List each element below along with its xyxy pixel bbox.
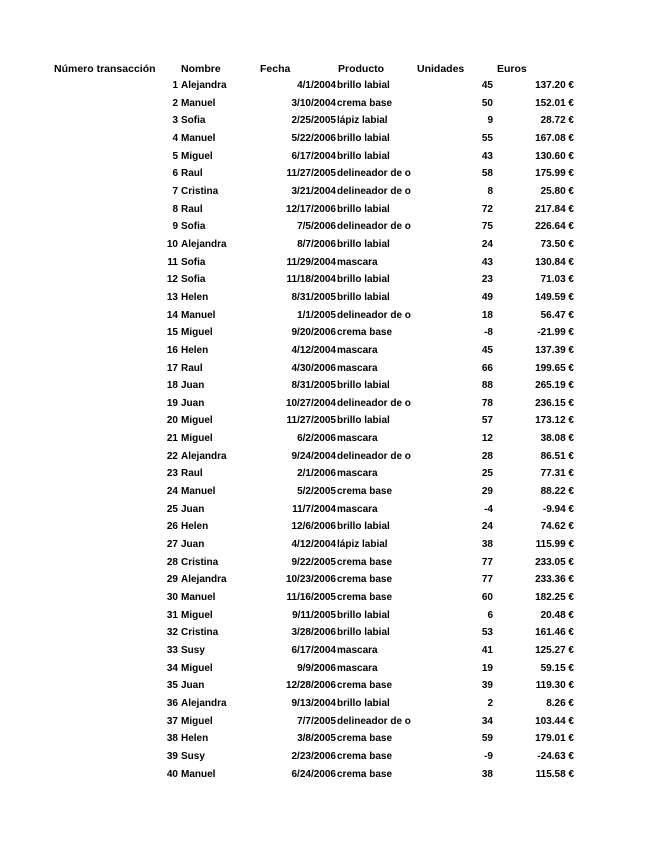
- cell-numero-transaccion: 34: [166, 662, 178, 674]
- cell-unidades: 53: [481, 627, 493, 639]
- cell-unidades: 24: [481, 238, 493, 250]
- cell-fecha: 11/29/2004: [286, 256, 336, 268]
- cell-numero-transaccion: 14: [166, 309, 178, 321]
- cell-euros: 217.84 €: [535, 203, 574, 215]
- cell-unidades: 12: [481, 433, 493, 445]
- cell-numero-transaccion: 8: [172, 203, 178, 215]
- cell-producto: delineador de o: [337, 397, 411, 409]
- table-row: [0, 236, 655, 254]
- cell-euros: -24.63 €: [537, 750, 574, 762]
- cell-unidades: 77: [481, 574, 493, 586]
- cell-nombre: Sofia: [181, 221, 206, 233]
- cell-fecha: 2/1/2006: [297, 468, 336, 480]
- cell-numero-transaccion: 23: [166, 468, 178, 480]
- cell-euros: 115.99 €: [535, 539, 574, 551]
- cell-producto: brillo labial: [337, 80, 390, 91]
- cell-numero-transaccion: 37: [166, 715, 178, 727]
- cell-unidades: 28: [481, 450, 493, 462]
- cell-euros: 161.46 €: [535, 627, 574, 639]
- cell-nombre: Miguel: [181, 433, 213, 445]
- cell-euros: -21.99 €: [537, 327, 574, 339]
- header-nombre: Nombre: [181, 63, 221, 75]
- cell-numero-transaccion: 29: [166, 574, 178, 586]
- cell-numero-transaccion: 5: [172, 150, 178, 162]
- cell-unidades: 55: [481, 132, 493, 144]
- cell-unidades: 18: [481, 309, 493, 321]
- cell-nombre: Manuel: [181, 309, 216, 321]
- cell-numero-transaccion: 15: [166, 327, 178, 339]
- table-row: [0, 624, 655, 642]
- cell-producto: brillo labial: [337, 609, 390, 621]
- cell-euros: 233.05 €: [535, 556, 574, 568]
- table-row: [0, 677, 655, 695]
- table-row: [0, 271, 655, 289]
- table-row: [0, 183, 655, 201]
- cell-producto: mascara: [337, 503, 378, 515]
- cell-producto: brillo labial: [337, 150, 390, 162]
- cell-nombre: Manuel: [181, 97, 216, 109]
- cell-euros: 103.44 €: [535, 715, 574, 727]
- table-row: [0, 395, 655, 413]
- cell-unidades: 2: [487, 697, 493, 709]
- cell-euros: 74.62 €: [540, 521, 574, 533]
- cell-fecha: 4/12/2004: [291, 344, 336, 356]
- table-row: [0, 95, 655, 113]
- cell-nombre: Raul: [181, 468, 203, 480]
- cell-numero-transaccion: 9: [172, 221, 178, 233]
- cell-unidades: 57: [481, 415, 493, 427]
- cell-numero-transaccion: 36: [166, 697, 178, 709]
- cell-numero-transaccion: 2: [172, 97, 178, 109]
- cell-numero-transaccion: 32: [166, 627, 178, 639]
- cell-nombre: Juan: [181, 680, 205, 692]
- table-row: [0, 148, 655, 166]
- cell-producto: crema base: [337, 592, 393, 604]
- cell-producto: lápiz labial: [337, 539, 388, 551]
- cell-nombre: Manuel: [181, 486, 216, 498]
- cell-euros: 233.36 €: [535, 574, 574, 586]
- cell-producto: brillo labial: [337, 380, 390, 392]
- cell-euros: 119.30 €: [535, 680, 574, 692]
- cell-fecha: 12/17/2006: [285, 203, 336, 215]
- cell-unidades: 75: [481, 221, 493, 233]
- table-row: [0, 412, 655, 430]
- table-row: [0, 571, 655, 589]
- cell-unidades: 58: [481, 168, 493, 180]
- cell-unidades: 38: [481, 539, 493, 551]
- cell-nombre: Miguel: [181, 662, 213, 674]
- cell-fecha: 11/18/2004: [286, 274, 336, 286]
- cell-nombre: Helen: [181, 733, 209, 745]
- cell-fecha: 10/27/2004: [285, 397, 336, 409]
- cell-numero-transaccion: 38: [166, 733, 178, 745]
- cell-euros: 86.51 €: [540, 450, 574, 462]
- cell-euros: 88.22 €: [540, 486, 574, 498]
- cell-fecha: 6/17/2004: [291, 150, 336, 162]
- cell-producto: crema base: [337, 486, 393, 498]
- cell-producto: delineador de o: [337, 715, 411, 727]
- cell-fecha: 5/2/2005: [297, 486, 336, 498]
- cell-unidades: 78: [481, 397, 493, 409]
- cell-euros: 175.99 €: [535, 168, 574, 180]
- table-row: [0, 660, 655, 678]
- cell-euros: 199.65 €: [535, 362, 574, 374]
- cell-producto: crema base: [337, 733, 393, 745]
- cell-euros: 137.20 €: [535, 80, 574, 91]
- cell-fecha: 2/25/2005: [291, 115, 336, 127]
- header-unidades: Unidades: [417, 63, 465, 75]
- cell-fecha: 9/24/2004: [291, 450, 336, 462]
- cell-nombre: Juan: [181, 380, 205, 392]
- cell-producto: mascara: [337, 433, 378, 445]
- cell-euros: 167.08 €: [535, 132, 574, 144]
- table-row: [0, 218, 655, 236]
- cell-producto: delineador de o: [337, 309, 411, 321]
- table-row: [0, 360, 655, 378]
- cell-fecha: 12/28/2006: [285, 680, 336, 692]
- cell-nombre: Raul: [181, 168, 203, 180]
- cell-producto: brillo labial: [337, 132, 390, 144]
- cell-euros: 182.25 €: [535, 592, 574, 604]
- cell-numero-transaccion: 28: [166, 556, 178, 568]
- cell-nombre: Miguel: [181, 327, 213, 339]
- header-euros: Euros: [497, 63, 527, 75]
- cell-nombre: Miguel: [181, 609, 213, 621]
- cell-euros: 77.31 €: [540, 468, 574, 480]
- cell-nombre: Helen: [181, 291, 209, 303]
- cell-euros: 25.80 €: [540, 185, 574, 197]
- table-row: [0, 518, 655, 536]
- table-row: [0, 483, 655, 501]
- cell-unidades: 19: [481, 662, 493, 674]
- cell-producto: mascara: [337, 468, 378, 480]
- cell-nombre: Helen: [181, 344, 209, 356]
- cell-producto: brillo labial: [337, 203, 390, 215]
- cell-unidades: 25: [481, 468, 493, 480]
- cell-fecha: 9/11/2005: [292, 609, 336, 621]
- table-row: [0, 642, 655, 660]
- cell-unidades: 88: [481, 380, 493, 392]
- cell-producto: crema base: [337, 750, 393, 762]
- cell-euros: 71.03 €: [540, 274, 574, 286]
- table-row: [0, 130, 655, 148]
- cell-nombre: Cristina: [181, 556, 219, 568]
- cell-nombre: Juan: [181, 503, 205, 515]
- cell-numero-transaccion: 25: [166, 503, 178, 515]
- cell-unidades: 45: [481, 344, 493, 356]
- table-row: [0, 607, 655, 625]
- table-row: [0, 748, 655, 766]
- cell-nombre: Susy: [181, 645, 205, 656]
- cell-producto: brillo labial: [337, 627, 390, 639]
- cell-unidades: 77: [481, 556, 493, 568]
- cell-fecha: 3/21/2004: [291, 185, 336, 197]
- cell-nombre: Cristina: [181, 185, 219, 197]
- cell-unidades: -8: [484, 327, 493, 339]
- cell-numero-transaccion: 20: [166, 415, 178, 427]
- cell-fecha: 11/27/2005: [286, 168, 336, 180]
- cell-producto: mascara: [337, 645, 378, 656]
- cell-numero-transaccion: 1: [172, 80, 178, 91]
- cell-numero-transaccion: 11: [167, 256, 178, 268]
- cell-numero-transaccion: 6: [172, 168, 178, 180]
- header-numero-transaccion: Número transacción: [54, 63, 156, 75]
- cell-producto: mascara: [337, 662, 378, 674]
- table-row: [0, 589, 655, 607]
- cell-fecha: 4/30/2006: [291, 362, 336, 374]
- cell-unidades: 50: [481, 97, 493, 109]
- cell-producto: crema base: [337, 680, 393, 692]
- cell-unidades: 34: [481, 715, 493, 727]
- cell-numero-transaccion: 10: [166, 238, 178, 250]
- cell-fecha: 8/31/2005: [291, 380, 336, 392]
- cell-nombre: Manuel: [181, 768, 216, 780]
- cell-euros: 236.15 €: [535, 397, 574, 409]
- cell-euros: 173.12 €: [535, 415, 574, 427]
- cell-euros: 149.59 €: [535, 291, 574, 303]
- cell-euros: 152.01 €: [535, 97, 574, 109]
- cell-euros: 38.08 €: [540, 433, 574, 445]
- cell-fecha: 11/16/2005: [286, 592, 336, 604]
- cell-producto: mascara: [337, 362, 378, 374]
- cell-unidades: 45: [481, 80, 493, 91]
- table-row: [0, 536, 655, 554]
- table-row: [0, 713, 655, 731]
- table-row: [0, 554, 655, 572]
- cell-fecha: 5/22/2006: [291, 132, 336, 144]
- cell-numero-transaccion: 18: [166, 380, 178, 392]
- cell-numero-transaccion: 17: [166, 362, 178, 374]
- cell-numero-transaccion: 4: [172, 132, 178, 144]
- cell-fecha: 11/27/2005: [286, 415, 336, 427]
- cell-numero-transaccion: 40: [166, 768, 178, 780]
- cell-nombre: Miguel: [181, 150, 213, 162]
- table-row: [0, 201, 655, 219]
- cell-unidades: 49: [481, 291, 493, 303]
- cell-fecha: 8/7/2006: [297, 238, 336, 250]
- cell-unidades: 38: [481, 768, 493, 780]
- cell-euros: 20.48 €: [540, 609, 574, 621]
- cell-numero-transaccion: 35: [166, 680, 178, 692]
- table-row: [0, 377, 655, 395]
- cell-unidades: 59: [481, 733, 493, 745]
- cell-nombre: Miguel: [181, 415, 213, 427]
- cell-fecha: 1/1/2005: [297, 309, 336, 321]
- cell-producto: crema base: [337, 768, 393, 780]
- cell-producto: brillo labial: [337, 238, 390, 250]
- cell-euros: 226.64 €: [535, 221, 574, 233]
- cell-fecha: 9/13/2004: [291, 697, 336, 709]
- cell-nombre: Raul: [181, 203, 203, 215]
- cell-producto: brillo labial: [337, 291, 390, 303]
- cell-numero-transaccion: 16: [166, 344, 178, 356]
- cell-producto: crema base: [337, 574, 393, 586]
- cell-producto: delineador de o: [337, 221, 411, 233]
- cell-nombre: Alejandra: [181, 574, 227, 586]
- cell-unidades: 6: [487, 609, 493, 621]
- cell-fecha: 4/1/2004: [297, 80, 336, 91]
- cell-fecha: 3/8/2005: [297, 733, 336, 745]
- cell-nombre: Sofia: [181, 274, 206, 286]
- cell-unidades: 24: [481, 521, 493, 533]
- cell-producto: crema base: [337, 97, 393, 109]
- cell-euros: -9.94 €: [542, 503, 574, 515]
- cell-producto: brillo labial: [337, 697, 390, 709]
- cell-unidades: 43: [481, 256, 493, 268]
- cell-unidades: 29: [481, 486, 493, 498]
- cell-fecha: 3/10/2004: [291, 97, 336, 109]
- table-row: [0, 324, 655, 342]
- table-row: [0, 448, 655, 466]
- cell-nombre: Cristina: [181, 627, 219, 639]
- table-row: [0, 77, 655, 95]
- cell-producto: brillo labial: [337, 521, 390, 533]
- cell-producto: mascara: [337, 344, 378, 356]
- cell-numero-transaccion: 22: [166, 450, 178, 462]
- cell-euros: 115.58 €: [535, 768, 574, 780]
- cell-numero-transaccion: 26: [166, 521, 178, 533]
- cell-nombre: Sofia: [181, 256, 206, 268]
- cell-fecha: 7/5/2006: [297, 221, 336, 233]
- cell-numero-transaccion: 3: [172, 115, 178, 127]
- cell-numero-transaccion: 12: [166, 274, 178, 286]
- cell-unidades: 9: [487, 115, 493, 127]
- cell-numero-transaccion: 33: [166, 645, 178, 656]
- cell-fecha: 9/20/2006: [291, 327, 336, 339]
- cell-fecha: 6/24/2006: [291, 768, 336, 780]
- cell-producto: delineador de o: [337, 168, 411, 180]
- table-row: [0, 430, 655, 448]
- cell-numero-transaccion: 24: [166, 486, 178, 498]
- table-row: [0, 165, 655, 183]
- table-row: [0, 342, 655, 360]
- table-row: [0, 501, 655, 519]
- cell-fecha: 9/22/2005: [291, 556, 336, 568]
- table-row: [0, 730, 655, 748]
- cell-fecha: 12/6/2006: [291, 521, 336, 533]
- cell-fecha: 6/17/2004: [291, 645, 336, 656]
- table-row: [0, 254, 655, 272]
- cell-euros: 137.39 €: [535, 344, 574, 356]
- cell-nombre: Susy: [181, 750, 205, 762]
- cell-unidades: -4: [484, 503, 493, 515]
- cell-unidades: 72: [481, 203, 493, 215]
- cell-unidades: 43: [481, 150, 493, 162]
- cell-unidades: 66: [481, 362, 493, 374]
- cell-unidades: 8: [487, 185, 493, 197]
- header-producto: Producto: [338, 63, 385, 75]
- cell-fecha: 6/2/2006: [297, 433, 336, 445]
- cell-numero-transaccion: 7: [172, 185, 178, 197]
- cell-nombre: Alejandra: [181, 80, 227, 91]
- cell-numero-transaccion: 21: [166, 433, 178, 445]
- cell-unidades: -9: [484, 750, 493, 762]
- cell-fecha: 11/7/2004: [292, 503, 336, 515]
- table-row: [0, 112, 655, 130]
- cell-unidades: 41: [481, 645, 493, 656]
- cell-numero-transaccion: 13: [166, 291, 178, 303]
- cell-nombre: Raul: [181, 362, 203, 374]
- table-row: [0, 289, 655, 307]
- cell-euros: 179.01 €: [535, 733, 574, 745]
- cell-numero-transaccion: 31: [166, 609, 178, 621]
- cell-fecha: 9/9/2006: [297, 662, 336, 674]
- cell-euros: 130.60 €: [535, 150, 574, 162]
- cell-nombre: Manuel: [181, 592, 216, 604]
- header-fecha: Fecha: [260, 63, 291, 75]
- table-row: [0, 465, 655, 483]
- cell-unidades: 39: [481, 680, 493, 692]
- cell-nombre: Manuel: [181, 132, 216, 144]
- cell-fecha: 10/23/2006: [285, 574, 336, 586]
- cell-nombre: Miguel: [181, 715, 213, 727]
- cell-numero-transaccion: 19: [166, 397, 178, 409]
- cell-nombre: Juan: [181, 397, 205, 409]
- cell-producto: delineador de o: [337, 185, 411, 197]
- cell-producto: brillo labial: [337, 274, 390, 286]
- cell-fecha: 7/7/2005: [297, 715, 336, 727]
- cell-fecha: 8/31/2005: [291, 291, 336, 303]
- cell-producto: crema base: [337, 327, 393, 339]
- cell-nombre: Sofia: [181, 115, 206, 127]
- table-row: [0, 307, 655, 325]
- cell-fecha: 4/12/2004: [291, 539, 336, 551]
- transaction-rows: [0, 77, 655, 783]
- table-row: [0, 695, 655, 713]
- cell-euros: 56.47 €: [540, 309, 574, 321]
- table-row: [0, 766, 655, 784]
- cell-numero-transaccion: 30: [166, 592, 178, 604]
- cell-fecha: 2/23/2006: [291, 750, 336, 762]
- cell-euros: 8.26 €: [546, 697, 574, 709]
- cell-fecha: 3/28/2006: [291, 627, 336, 639]
- cell-euros: 59.15 €: [540, 662, 574, 674]
- cell-producto: mascara: [337, 256, 378, 268]
- cell-nombre: Alejandra: [181, 238, 227, 250]
- cell-nombre: Alejandra: [181, 450, 227, 462]
- cell-nombre: Helen: [181, 521, 209, 533]
- cell-euros: 125.27 €: [535, 645, 574, 656]
- cell-numero-transaccion: 39: [166, 750, 178, 762]
- cell-nombre: Juan: [181, 539, 205, 551]
- cell-numero-transaccion: 27: [166, 539, 178, 551]
- cell-producto: lápiz labial: [337, 115, 388, 127]
- cell-unidades: 23: [481, 274, 493, 286]
- cell-euros: 130.84 €: [535, 256, 574, 268]
- cell-euros: 265.19 €: [535, 380, 574, 392]
- cell-unidades: 60: [481, 592, 493, 604]
- cell-producto: brillo labial: [337, 415, 390, 427]
- cell-euros: 28.72 €: [540, 115, 574, 127]
- cell-producto: delineador de o: [337, 450, 411, 462]
- cell-producto: crema base: [337, 556, 393, 568]
- cell-euros: 73.50 €: [540, 238, 574, 250]
- cell-nombre: Alejandra: [181, 697, 227, 709]
